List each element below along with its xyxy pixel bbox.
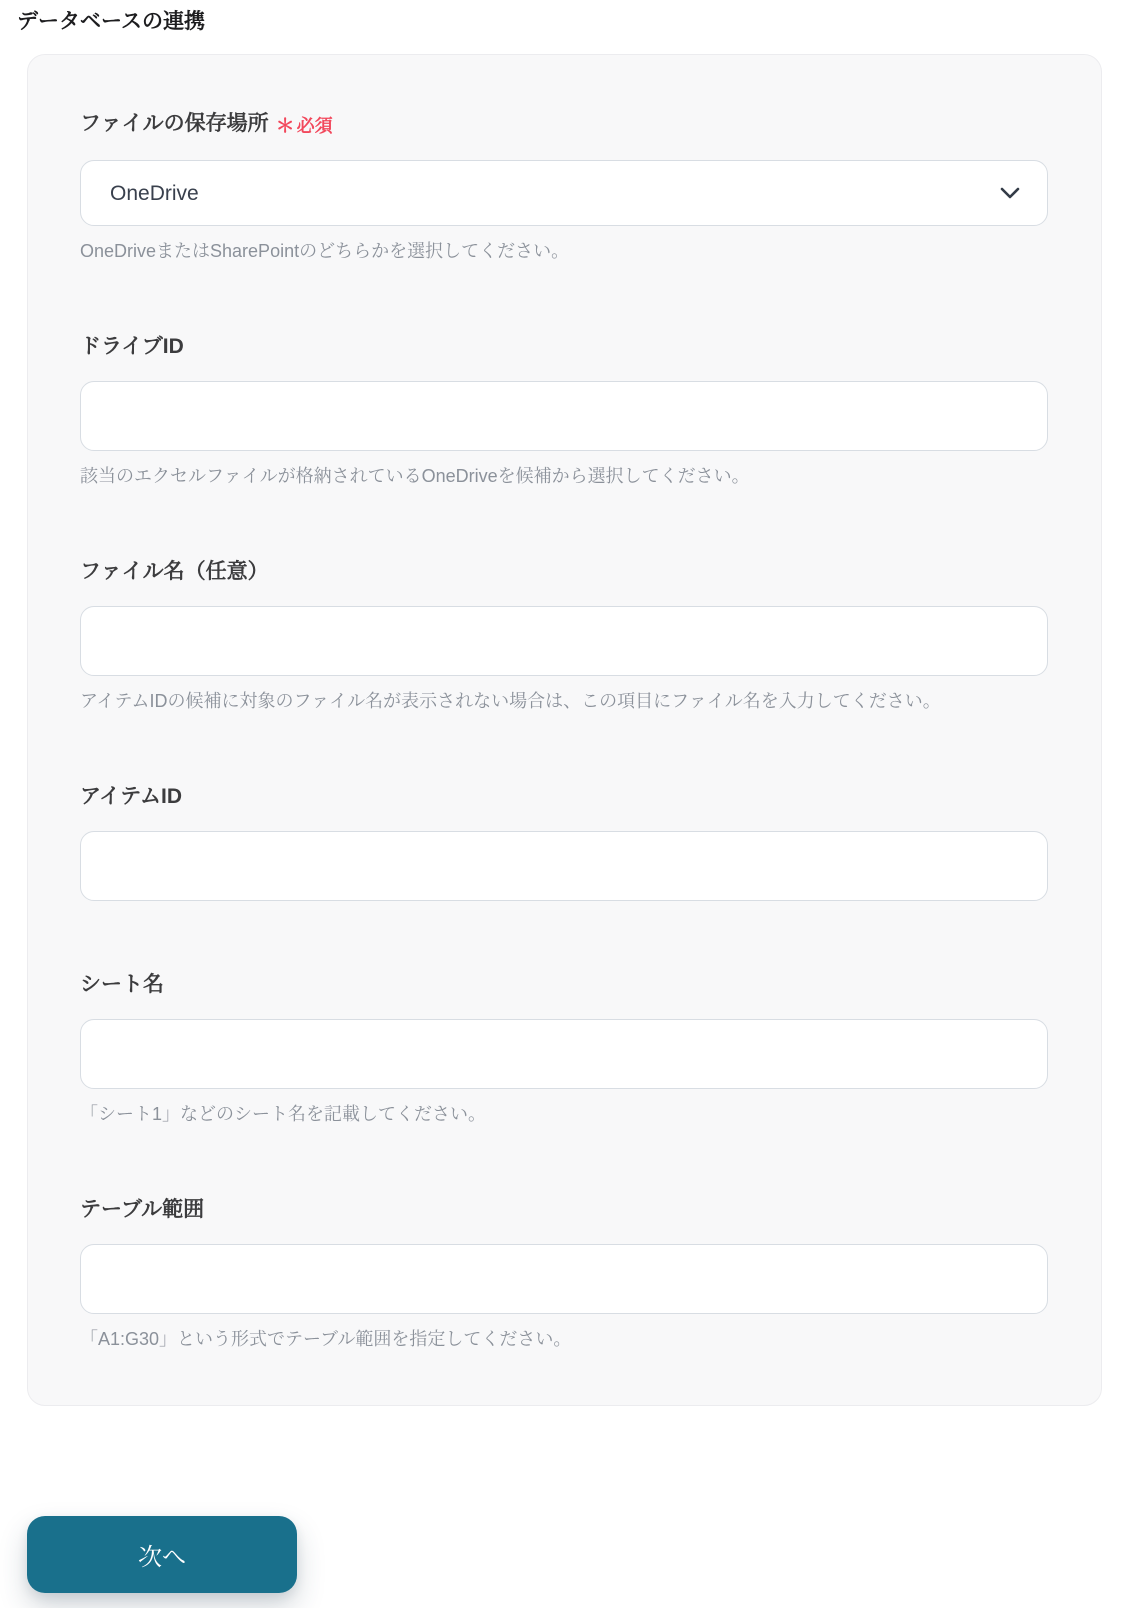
drive-id-input[interactable]	[80, 381, 1048, 451]
file-name-helper: アイテムIDの候補に対象のファイル名が表示されない場合は、この項目にファイル名を入力してください。	[80, 691, 941, 711]
table-range-label-text: テーブル範囲	[80, 1198, 205, 1221]
storage-location-label	[80, 108, 1048, 140]
field-table-range	[80, 1196, 1048, 1351]
table-range-helper: 「A1:G30」という形式でテーブル範囲を指定してください。	[80, 1329, 572, 1349]
sheet-name-helper: 「シート1」などのシート名を記載してください。	[80, 1104, 487, 1124]
storage-location-helper: OneDriveまたはSharePointのどちらかを選択してください。	[80, 241, 570, 261]
file-name-label	[80, 558, 1048, 586]
table-range-input[interactable]	[80, 1244, 1048, 1314]
field-sheet-name	[80, 971, 1048, 1126]
item-id-label	[80, 783, 1048, 811]
file-name-label-text: ファイル名（任意）	[80, 560, 269, 583]
field-drive-id	[80, 333, 1048, 488]
drive-id-helper: 該当のエクセルファイルが格納されているOneDriveを候補から選択してください。	[80, 466, 750, 486]
required-asterisk-icon: ＊	[275, 115, 295, 137]
storage-location-select[interactable]	[80, 160, 1048, 226]
sheet-name-input[interactable]	[80, 1019, 1048, 1089]
item-id-label-text: アイテムID	[80, 785, 183, 808]
sheet-name-label	[80, 971, 1048, 999]
sheet-name-label-text: シート名	[80, 973, 164, 996]
drive-id-label	[80, 333, 1048, 361]
file-name-input[interactable]	[80, 606, 1048, 676]
required-badge	[276, 108, 333, 140]
storage-location-label-text: ファイルの保存場所	[80, 112, 269, 135]
form-card	[27, 54, 1102, 1406]
required-badge-text: 必須	[296, 116, 333, 136]
field-storage-location	[80, 108, 1048, 263]
next-button[interactable]: 次へ	[27, 1516, 297, 1593]
table-range-label	[80, 1196, 1048, 1224]
drive-id-label-text: ドライブID	[80, 335, 184, 358]
field-file-name	[80, 558, 1048, 713]
page-title: データベースの連携	[17, 10, 205, 33]
item-id-input[interactable]	[80, 831, 1048, 901]
field-item-id	[80, 783, 1048, 901]
storage-location-select-wrap	[80, 160, 1048, 226]
